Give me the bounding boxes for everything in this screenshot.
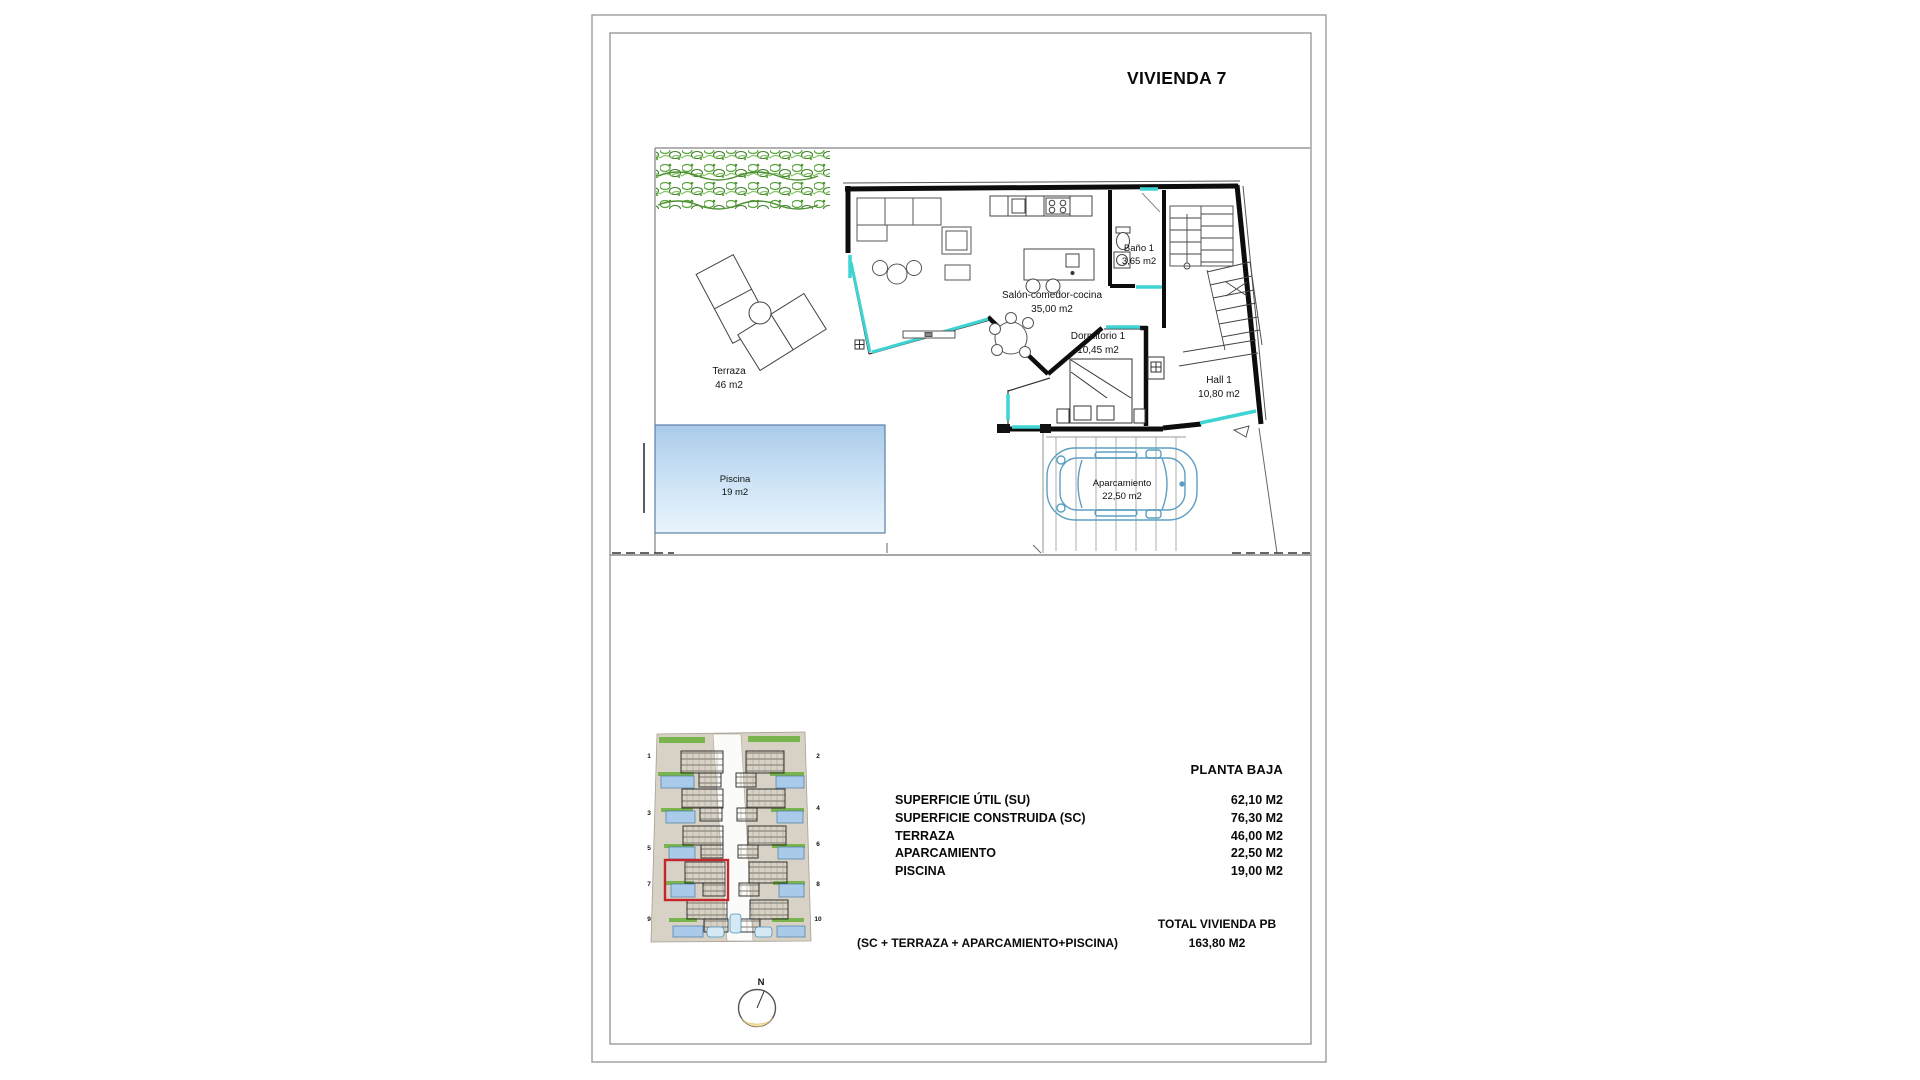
room-name: Hall 1 <box>1206 375 1232 386</box>
window-symbol <box>855 340 864 349</box>
svg-text:5: 5 <box>647 845 651 852</box>
row-label: PISCINA <box>895 864 946 879</box>
room-name: Piscina <box>719 474 751 485</box>
table-row <box>895 863 1283 881</box>
room-label-hall <box>1198 374 1240 401</box>
svg-text:6: 6 <box>816 841 820 848</box>
row-value: 62,10 M2 <box>1230 793 1283 807</box>
entry-arrow <box>1234 426 1249 437</box>
table-row <box>895 792 1283 810</box>
room-name: Dormitorio 1 <box>1070 331 1126 342</box>
room-label-bano <box>1122 242 1156 268</box>
site-plan <box>647 732 822 942</box>
tv-unit <box>903 331 955 338</box>
svg-text:3: 3 <box>647 810 651 817</box>
room-name: Terraza <box>712 366 746 377</box>
room-area: 19 m2 <box>721 487 749 498</box>
svg-text:10: 10 <box>814 916 822 923</box>
side-table <box>749 302 771 324</box>
closet-shaft <box>1148 357 1164 379</box>
svg-text:2: 2 <box>816 753 820 760</box>
dining-table <box>990 313 1034 358</box>
table-row <box>895 828 1283 846</box>
sofa <box>857 198 941 241</box>
nightstand <box>1134 409 1145 423</box>
room-label-terraza <box>712 365 745 392</box>
table-row <box>895 845 1283 863</box>
room-name: Aparcamiento <box>1092 478 1152 489</box>
room-area: 35,00 m2 <box>1031 303 1073 315</box>
summary-table <box>895 792 1283 881</box>
row-value: 22,50 M2 <box>1230 846 1283 861</box>
room-label-salon <box>1002 289 1102 316</box>
svg-text:7: 7 <box>647 881 651 888</box>
total-label: TOTAL VIVIENDA PB <box>1157 917 1277 931</box>
row-value: 76,30 M2 <box>1230 810 1283 825</box>
room-name: Salón-comedor-cocina <box>1001 290 1103 301</box>
room-label-piscina <box>720 473 751 499</box>
row-value: 46,00 M2 <box>1230 828 1283 843</box>
pool <box>655 425 885 533</box>
bed <box>1057 359 1145 423</box>
row-label: TERRAZA <box>895 828 955 843</box>
page-title: VIVIENDA 7 <box>1127 68 1227 88</box>
svg-text:9: 9 <box>647 916 651 923</box>
room-area: 10,45 m2 <box>1077 344 1119 356</box>
room-area: 22,50 m2 <box>1102 491 1142 502</box>
summary-total <box>1146 915 1288 953</box>
kitchen-island <box>1024 249 1094 280</box>
room-name: Baño 1 <box>1123 243 1155 254</box>
north-arrow-icon <box>739 977 776 1027</box>
row-label: SUPERFICIE ÚTIL (SU) <box>895 793 1031 807</box>
coffee-tables <box>942 227 971 280</box>
row-label: SUPERFICIE CONSTRUIDA (SC) <box>895 810 1086 825</box>
nightstand <box>1057 409 1069 423</box>
room-area: 10,80 m2 <box>1198 388 1240 400</box>
kitchen <box>990 196 1094 293</box>
hedge <box>656 150 830 209</box>
summary-total-formula: (SC + TERRAZA + APARCAMIENTO+PISCINA) <box>857 936 1119 950</box>
svg-text:4: 4 <box>816 805 820 812</box>
svg-text:N: N <box>757 977 765 988</box>
total-value: 163,80 M2 <box>1188 936 1246 950</box>
svg-text:1: 1 <box>647 753 651 760</box>
room-label-dormitorio <box>1071 330 1125 357</box>
row-value: 19,00 M2 <box>1230 864 1283 879</box>
room-label-aparcamiento <box>1093 477 1152 503</box>
lounge-chairs <box>873 261 922 285</box>
row-label: APARCAMIENTO <box>895 846 996 861</box>
table-row <box>895 810 1283 828</box>
summary-header: PLANTA BAJA <box>1190 762 1283 777</box>
room-area: 46 m2 <box>715 379 743 391</box>
room-area: 3,65 m2 <box>1121 256 1157 267</box>
svg-text:8: 8 <box>816 881 820 888</box>
terraza-furniture <box>696 255 864 371</box>
